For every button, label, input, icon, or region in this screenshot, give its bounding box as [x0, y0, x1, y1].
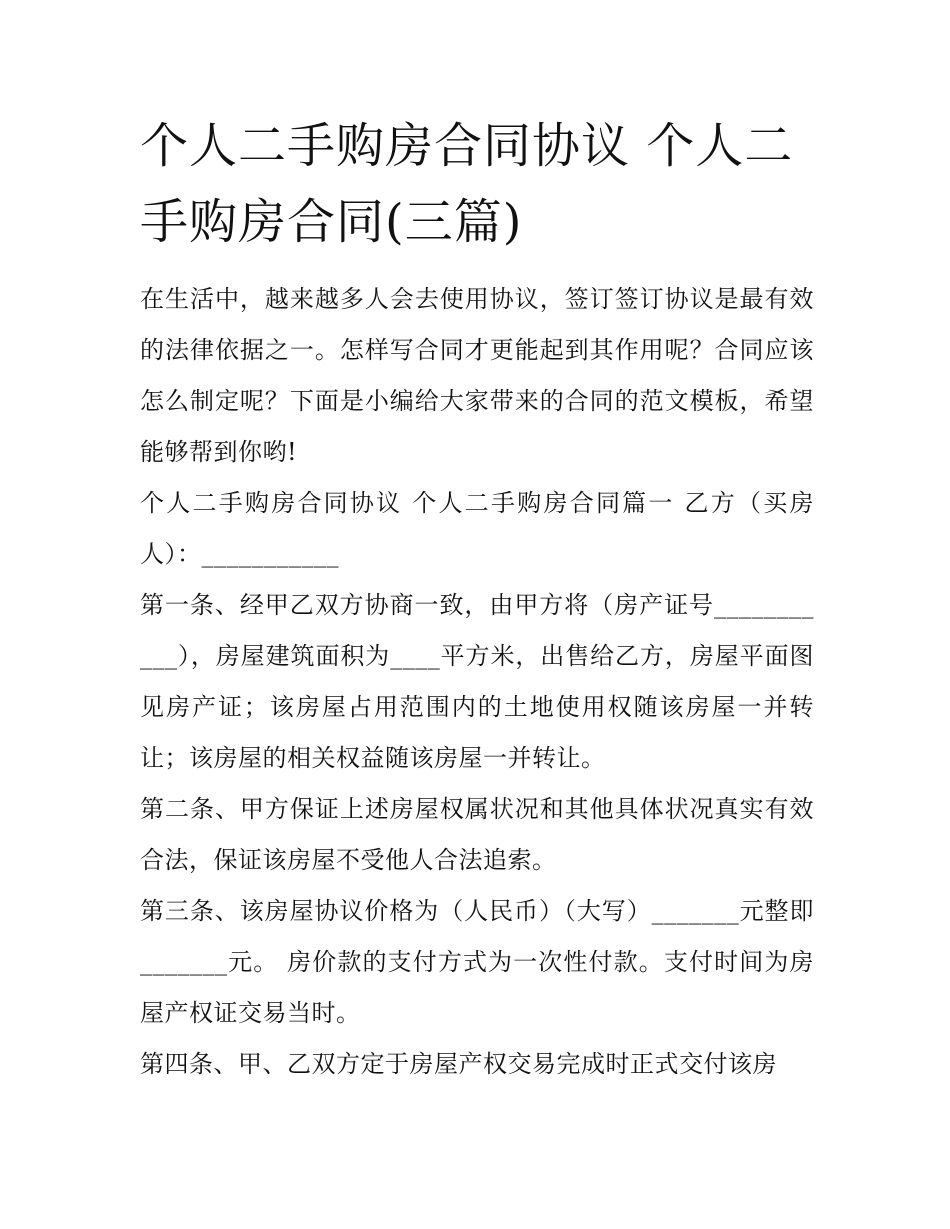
article-3-paragraph: 第三条、该房屋协议价格为（人民币）（大写）_______元整即_______元。 房价款的支付方式为一次性付款。支付时间为房屋产权证交易当时。 — [140, 897, 814, 1027]
article-1-paragraph: 第一条、经甲乙双方协商一致，由甲方将（房产证号___________），房屋建筑面积为____平方米，出售给乙方，房屋平面图见房产证；该房屋占用范围内的土地使用权随该房屋一并转让；该房屋的相关权益随该房屋一并转让。 — [140, 591, 814, 772]
article-2-paragraph: 第二条、甲方保证上述房屋权属状况和其他具体状况真实有效合法，保证该房屋不受他人合法追索。 — [140, 795, 814, 874]
article-4-paragraph: 第四条、甲、乙双方定于房屋产权交易完成时正式交付该房 — [140, 1050, 777, 1078]
intro-paragraph: 在生活中，越来越多人会去使用协议，签订签订协议是最有效的法律依据之一。怎样写合同才更能起到其作用呢？合同应该怎么制定呢？下面是小编给大家带来的合同的范文模板，希望能够帮到你哟! — [140, 285, 814, 466]
document-title: 个人二手购房合同协议 个人二手购房合同(三篇) — [140, 118, 794, 250]
contract-heading-paragraph: 个人二手购房合同协议 个人二手购房合同篇一 乙方（买房人）：___________ — [140, 489, 814, 568]
